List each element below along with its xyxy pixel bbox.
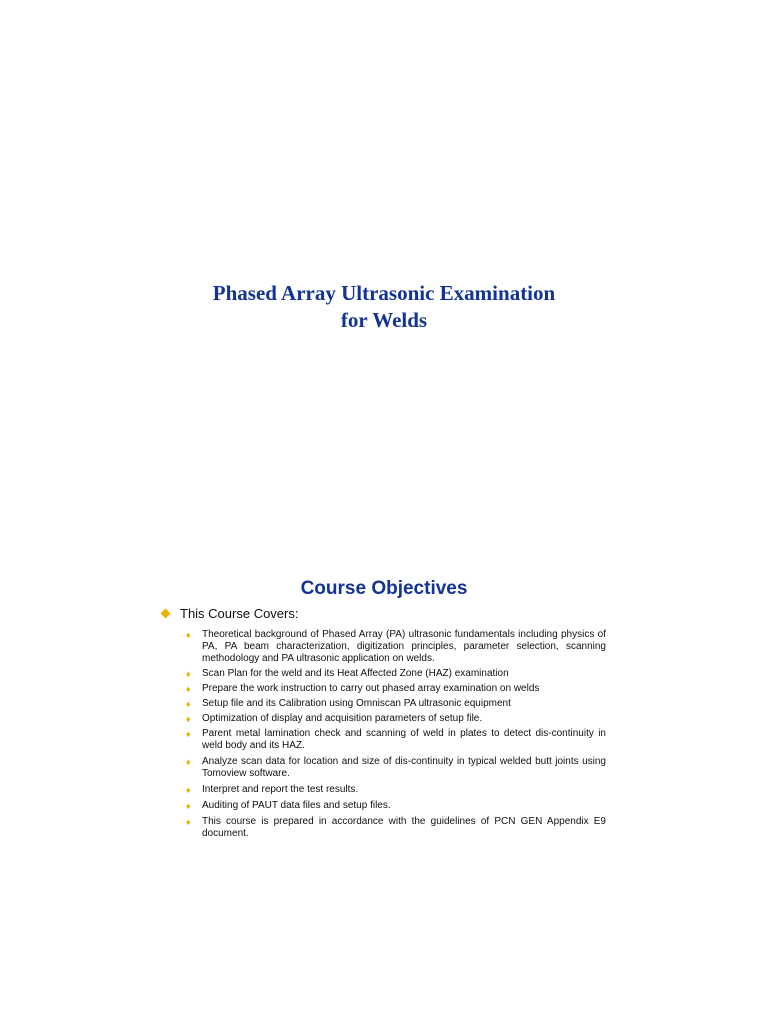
objective-item: [186, 816, 606, 840]
objective-text: Scan Plan for the weld and its Heat Affected Zone (HAZ) examination: [202, 668, 509, 679]
document-title: [0, 280, 768, 334]
bullet-icon: ♦: [186, 801, 191, 811]
course-covers-intro: [162, 604, 298, 624]
bullet-icon: ♦: [186, 817, 191, 827]
section-heading: Course Objectives: [300, 578, 468, 599]
objective-item: [186, 713, 606, 725]
objectives-list: [186, 629, 606, 843]
objective-text: Optimization of display and acquisition parameters of setup file.: [202, 713, 483, 724]
document-title-line-1: Phased Array Ultrasonic Examination: [212, 281, 556, 305]
diamond-bullet-icon: [161, 609, 171, 619]
bullet-icon: ♦: [186, 729, 191, 739]
objective-text: Theoretical background of Phased Array (PA) ultrasonic fundamentals including physics of PA, PA beam characterization, digitization principles, parameter selection, scanning methodology and PA ultrasonic application on welds.: [202, 629, 606, 664]
objective-item: [186, 683, 606, 695]
objective-text: Analyze scan data for location and size of dis-continuity in typical welded butt joints using Tomoview software.: [202, 756, 606, 779]
document-title-line-2: for Welds: [340, 308, 428, 332]
objective-text: Prepare the work instruction to carry out phased array examination on welds: [202, 683, 540, 694]
course-covers-label: This Course Covers:: [180, 606, 299, 621]
objective-text: This course is prepared in accordance with the guidelines of PCN GEN Appendix E9 document.: [202, 816, 606, 839]
objective-text: Interpret and report the test results.: [202, 784, 359, 795]
bullet-icon: ♦: [186, 785, 191, 795]
objective-item: [186, 629, 606, 665]
objective-item: [186, 756, 606, 780]
bullet-icon: ♦: [186, 714, 191, 724]
objective-item: [186, 668, 606, 680]
bullet-icon: ♦: [186, 684, 191, 694]
objective-item: [186, 784, 606, 796]
objective-item: [186, 800, 606, 812]
objective-item: [186, 728, 606, 752]
bullet-icon: ♦: [186, 757, 191, 767]
bullet-icon: ♦: [186, 699, 191, 709]
objective-text: Setup file and its Calibration using Omniscan PA ultrasonic equipment: [202, 698, 511, 709]
objective-text: Parent metal lamination check and scanning of weld in plates to detect dis-continuity in weld body and its HAZ.: [202, 728, 606, 751]
objective-item: [186, 698, 606, 710]
bullet-icon: ♦: [186, 669, 191, 679]
bullet-icon: ♦: [186, 630, 191, 640]
objective-text: Auditing of PAUT data files and setup files.: [202, 800, 391, 811]
